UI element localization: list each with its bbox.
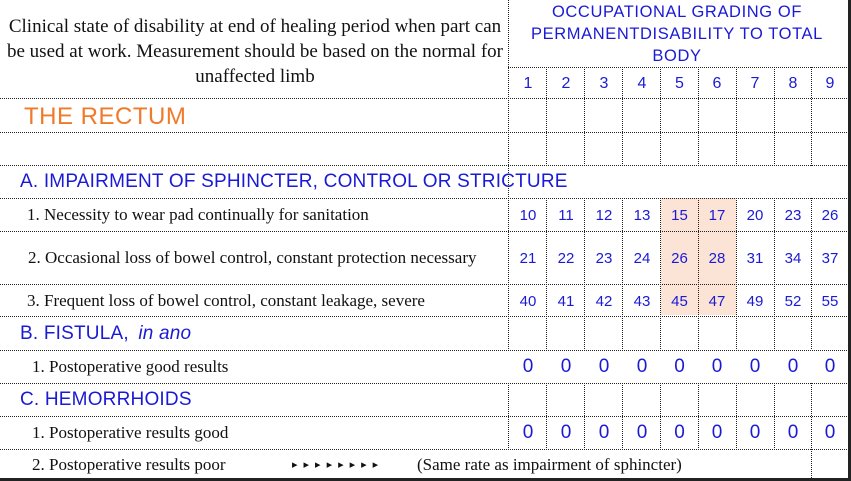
section-c-row-2-label: 2. Postoperative results poor — [32, 454, 226, 474]
column-number-7: 7 — [750, 75, 760, 92]
section-b-row-1-label: 1. Postoperative good results — [32, 357, 229, 376]
section-a-row-3-col-7: 49 — [746, 292, 764, 310]
section-b-row-1-col-8: 0 — [787, 356, 799, 377]
section-a-row-2-col-6: 28 — [708, 249, 726, 267]
section-a-row-3-col-3: 42 — [595, 292, 613, 310]
section-a-row-1-col-5: 15 — [671, 206, 688, 224]
section-c-row-1-col-8: 0 — [787, 422, 799, 443]
section-c-row-1-col-7: 0 — [749, 422, 761, 443]
column-number-8: 8 — [788, 75, 798, 92]
section-a-row-3-col-2: 41 — [557, 292, 575, 310]
arrow-right-icons: ▸▸▸▸▸▸▸▸ — [292, 459, 385, 471]
section-b-row-1-col-9: 0 — [824, 356, 836, 377]
section-a-row-2-col-5: 26 — [671, 249, 688, 267]
column-number-6: 6 — [712, 75, 722, 92]
page-title: THE RECTUM — [24, 103, 187, 130]
section-a-row-1-col-8: 23 — [784, 206, 802, 224]
section-c-row-1-col-2: 0 — [560, 422, 572, 443]
section-a-row-2-label: 2. Occasional loss of bowel control, constant protection necessary — [28, 248, 477, 267]
section-a-row-3-col-5: 45 — [671, 292, 688, 310]
section-c-heading: C. HEMORRHOIDS — [20, 389, 192, 410]
section-a-row-2-col-2: 22 — [557, 249, 575, 267]
section-b-heading — [20, 318, 500, 350]
section-c-row-1-col-6: 0 — [711, 422, 723, 443]
column-number-2: 2 — [561, 75, 571, 92]
section-a-row-3-col-1: 40 — [519, 292, 537, 310]
section-a-row-3-col-4: 43 — [633, 292, 651, 310]
section-a-heading: A. IMPAIRMENT OF SPHINCTER, CONTROL OR STRICTURE — [20, 171, 568, 192]
description-header: Clinical state of disability at end of healing period when part can be used at work. Measurement should be based on the normal for unaffected limb — [7, 15, 503, 87]
column-number-3: 3 — [599, 75, 609, 92]
section-b-heading-main: B. FISTULA, — [20, 323, 135, 344]
section-a-row-3-label: 3. Frequent loss of bowel control, constant leakage, severe — [27, 291, 425, 310]
section-b-heading-italic: in ano — [138, 323, 192, 344]
section-a-row-2-col-1: 21 — [519, 249, 537, 267]
section-c-row-1-col-5: 0 — [674, 422, 685, 443]
section-b-row-1-col-3: 0 — [598, 356, 610, 377]
section-a-row-1-col-1: 10 — [519, 206, 537, 224]
section-a-row-1-col-3: 12 — [595, 206, 613, 224]
section-a-row-2-col-3: 23 — [595, 249, 613, 267]
section-c-row-1-label: 1. Postoperative results good — [32, 423, 229, 442]
section-b-row-1-col-4: 0 — [636, 356, 648, 377]
column-number-9: 9 — [825, 75, 835, 92]
section-a-row-2-col-7: 31 — [746, 249, 764, 267]
section-a-row-2-col-4: 24 — [633, 249, 651, 267]
section-a-row-2-col-9: 37 — [821, 249, 839, 267]
section-a-row-1-col-2: 11 — [558, 206, 574, 224]
column-number-5: 5 — [675, 75, 684, 92]
section-a-row-1-col-6: 17 — [708, 206, 726, 224]
section-a-row-1-label: 1. Necessity to wear pad continually for sanitation — [27, 205, 369, 224]
section-b-row-1-col-7: 0 — [749, 356, 761, 377]
section-b-row-1-col-1: 0 — [522, 356, 534, 377]
section-a-row-2-col-8: 34 — [784, 249, 802, 267]
section-a-row-3-col-8: 52 — [784, 292, 802, 310]
section-c-row-2-note: (Same rate as impairment of sphincter) — [417, 454, 682, 474]
section-c-row-1-col-1: 0 — [522, 422, 534, 443]
section-b-row-1-col-6: 0 — [711, 356, 723, 377]
section-c-row-1-col-4: 0 — [636, 422, 648, 443]
section-a-row-3-col-6: 47 — [708, 292, 726, 310]
section-a-row-1-col-7: 20 — [746, 206, 764, 224]
column-number-4: 4 — [637, 75, 647, 92]
section-c-row-1-col-3: 0 — [598, 422, 610, 443]
section-a-row-1-col-4: 13 — [633, 206, 651, 224]
section-b-row-1-col-2: 0 — [560, 356, 572, 377]
section-b-row-1-col-5: 0 — [674, 356, 685, 377]
occupational-grading-header: OCCUPATIONAL GRADING OF PERMANENTDISABILITY TO TOTAL BODY — [531, 3, 823, 65]
section-a-row-3-col-9: 55 — [821, 292, 839, 310]
section-c-row-1-col-9: 0 — [824, 422, 836, 443]
section-a-row-1-col-9: 26 — [821, 206, 839, 224]
column-number-1: 1 — [523, 75, 533, 92]
